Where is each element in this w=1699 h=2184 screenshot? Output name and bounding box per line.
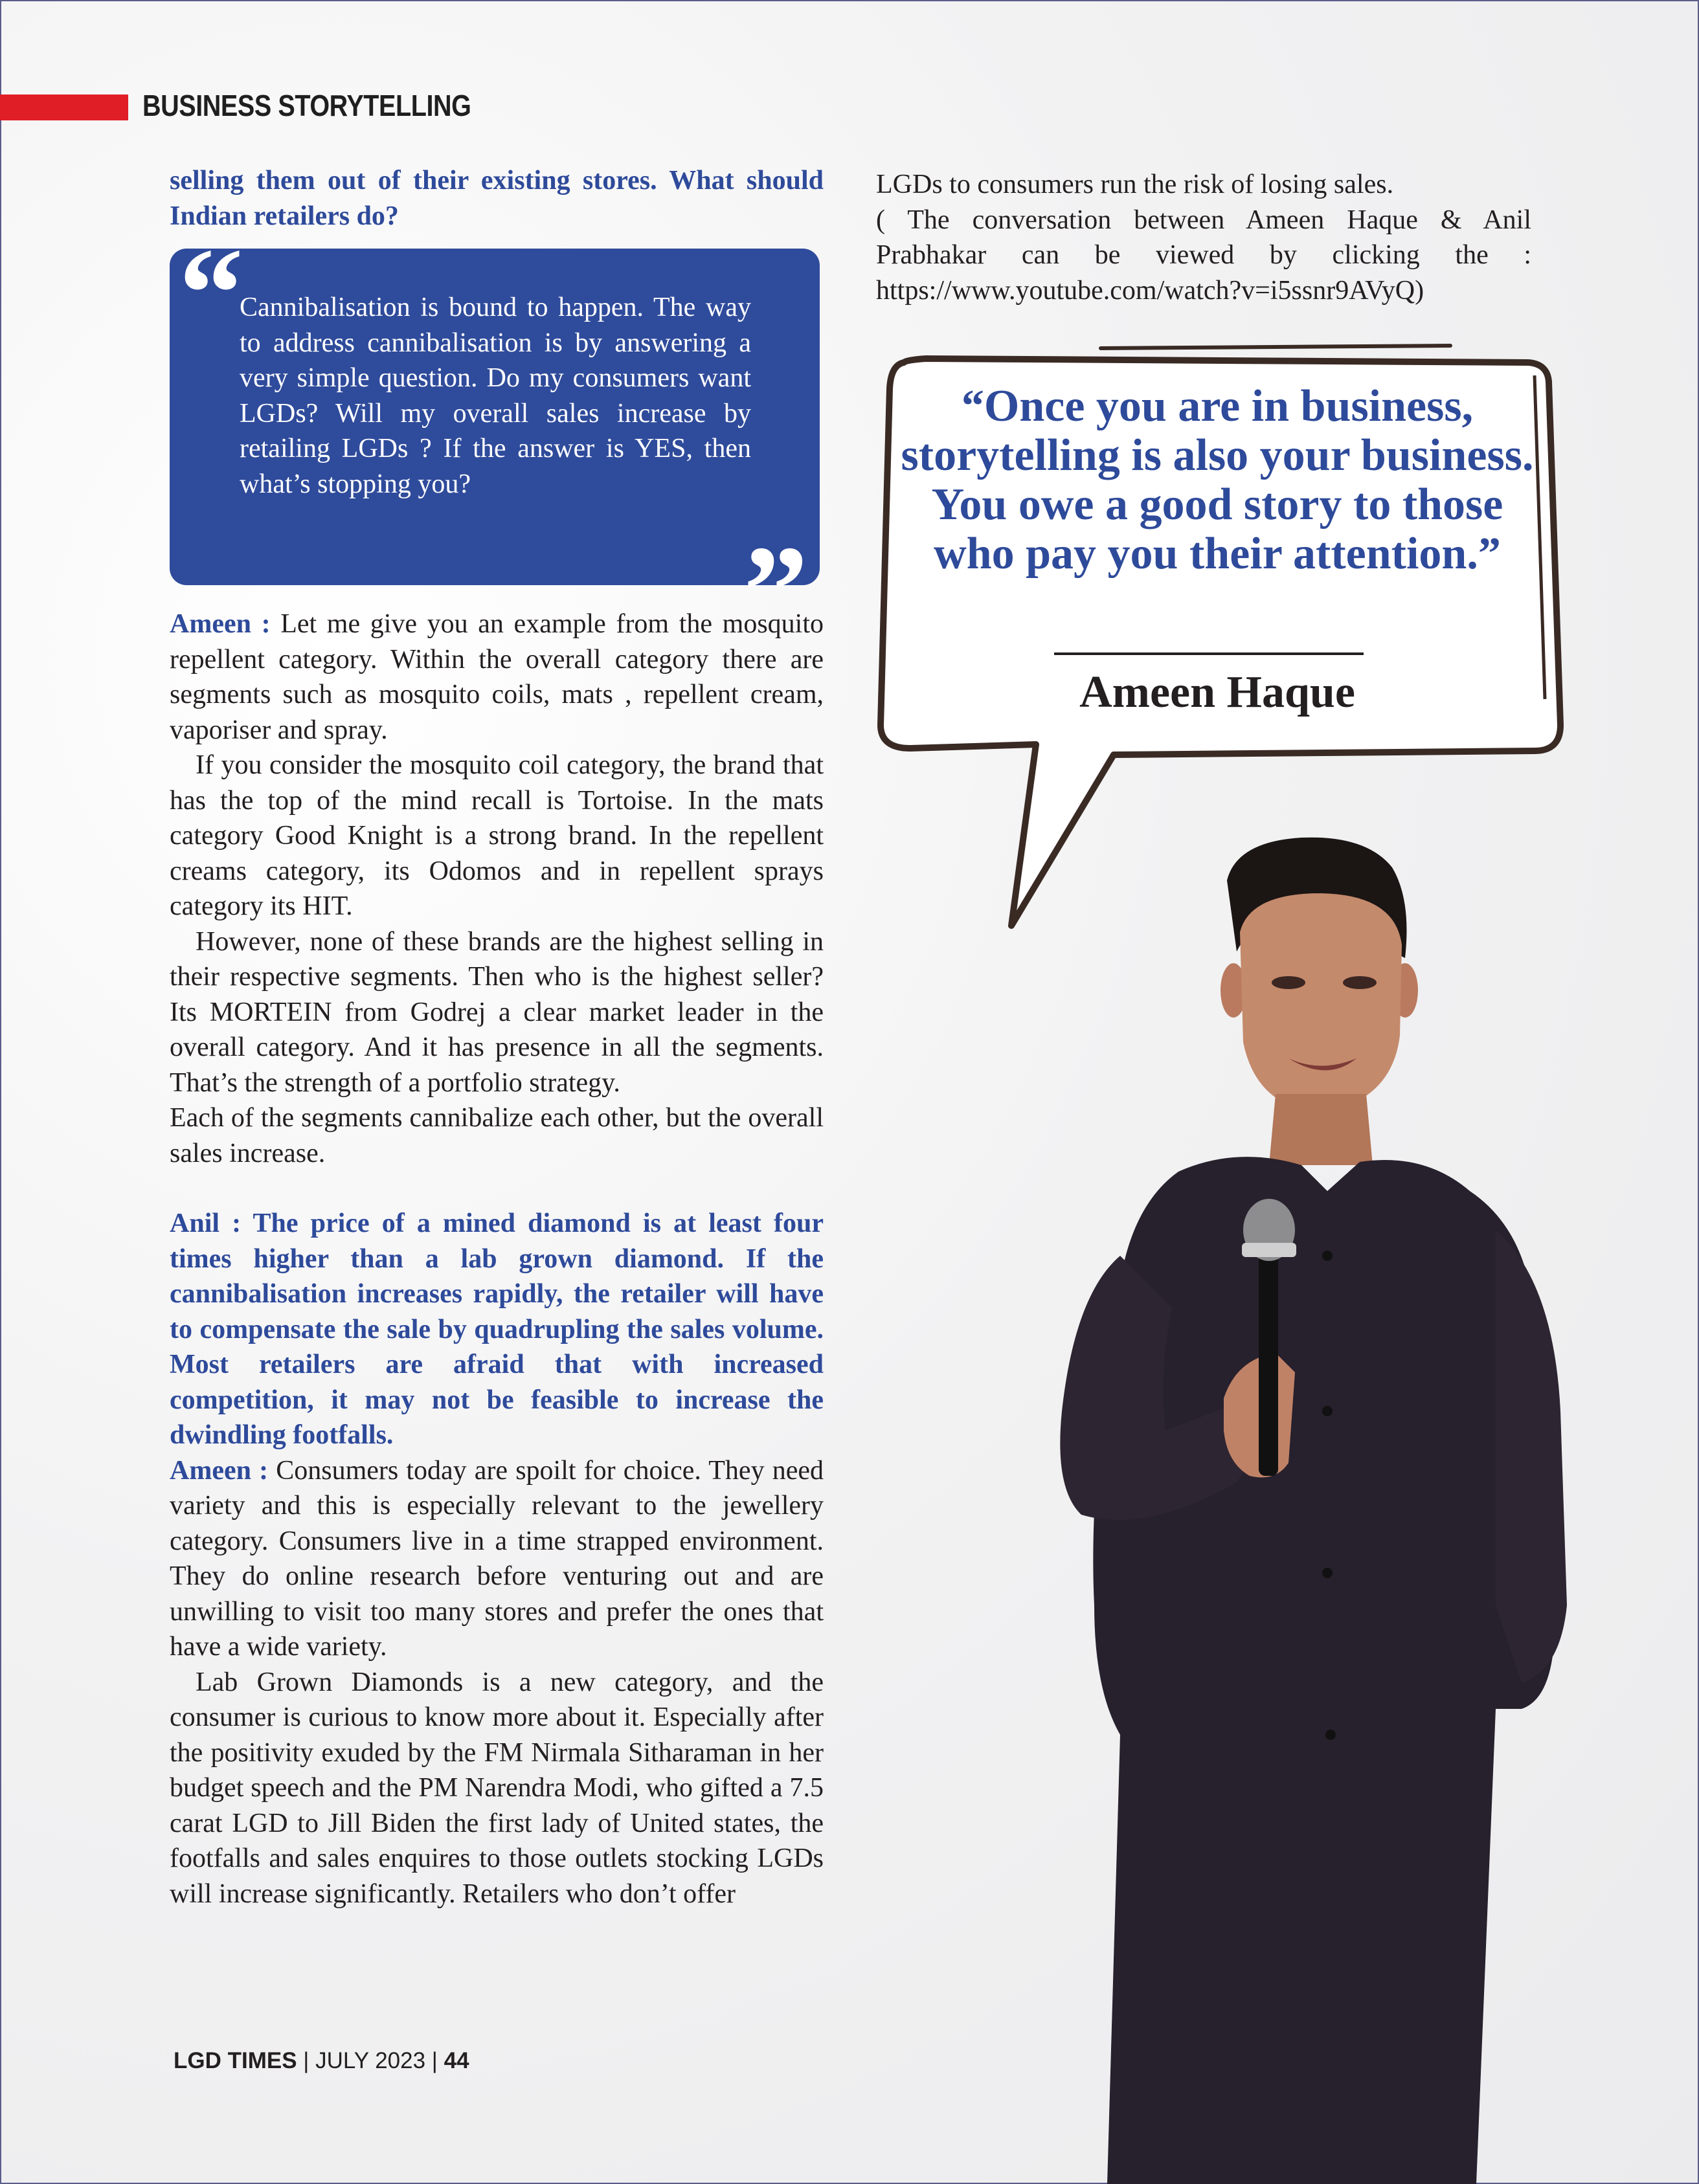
answer-1-para-3: However, none of these brands are the highest selling in their respective segments. Then who is the highest seller? Its MORTEIN from Godrej a clear market leader in the overall category. And it has presence in all the segments. That’s the strength of a portfolio strategy.: [170, 926, 824, 1098]
bubble-quote: “Once you are in business, storytelling is also your business. You owe a good story to those who pay you their attention.”: [901, 381, 1534, 579]
left-column-body: [170, 607, 824, 1911]
continuation-text: LGDs to consumers run the risk of losing sales.: [876, 170, 1394, 199]
issue-date: JULY 2023: [315, 2048, 426, 2073]
answer-1-text: Let me give you an example from the mosquito repellent category. Within the overall category there are segments such as mosquito coils, mats , repellent cream, vaporiser and spray.: [170, 609, 824, 745]
right-column-text: [876, 167, 1531, 308]
answer-2-para-1: [170, 1453, 824, 1665]
page-footer: [174, 2048, 469, 2074]
answer-2-para-2: Lab Grown Diamonds is a new category, and the consumer is curious to know more about it. Especially after the positivity exuded by the FM Nirmala Sitharaman in her budget speech and the PM Narendra Modi, who gifted a 7.5 carat LGD to Jill Biden the first lady of United states, the footfalls and sales enquires to those outlets stocking LGDs will increase significantly. Retailers who don’t offer: [170, 1667, 824, 1909]
page-number: 44: [444, 2048, 469, 2073]
paragraph-spacer: [170, 1171, 824, 1206]
section-label: BUSINESS STORYTELLING: [142, 89, 471, 122]
footer-separator: |: [425, 2048, 444, 2073]
bubble-divider: [1054, 652, 1364, 655]
video-note: ( The conversation between Ameen Haque & Anil Prabhakar can be viewed by clicking the : https://www.youtube.com/watch?v=i5ssnr9AVyQ): [876, 205, 1531, 306]
answer-1-para-1: [170, 607, 824, 748]
speaker-photo: [874, 829, 1606, 2184]
question-intro: selling them out of their existing stores. What should Indian retailers do?: [170, 166, 824, 231]
close-quote-icon: ”: [743, 520, 808, 663]
question-intro-block: [170, 163, 824, 234]
pull-quote-text: Cannibalisation is bound to happen. The way to address cannibalisation is by answering a very simple question. Do my consumers want LGDs? Will my overall sales increase by retailing LGDs ? If the answer is YES, then what’s stopping you?: [240, 293, 751, 499]
answer-2-text: Consumers today are spoilt for choice. They need variety and this is especially relevant to the jewellery category. Consumers live in a time strapped environment. They do online research before venturing out and are unwilling to visit too many stores and prefer the ones that have a wide variety.: [170, 1455, 824, 1662]
open-quote-icon: “: [179, 222, 243, 365]
speaker-label: Ameen :: [170, 609, 281, 639]
answer-1-para-2: If you consider the mosquito coil category, the brand that has the top of the mind recall is Tortoise. In the mats category Good Knight is a strong brand. In the repellent creams category, its Odomos and in repellent sprays category its HIT.: [170, 750, 824, 921]
footer-separator: |: [297, 2048, 316, 2073]
publication-name: LGD TIMES: [174, 2048, 297, 2073]
answer-1-para-4: Each of the segments cannibalize each other, but the overall sales increase.: [170, 1103, 824, 1168]
section-accent-bar: [0, 95, 128, 120]
bubble-author: Ameen Haque: [1079, 667, 1355, 717]
speaker-label: Ameen :: [170, 1455, 276, 1486]
question-2: Anil : The price of a mined diamond is at least four times higher than a lab grown diamond. If the cannibalisation increases rapidly, the retailer will have to compensate the sale by quadrupling the sales volume. Most retailers are afraid that with increased competition, it may not be feasible to increase the dwindling footfalls.: [170, 1209, 824, 1450]
